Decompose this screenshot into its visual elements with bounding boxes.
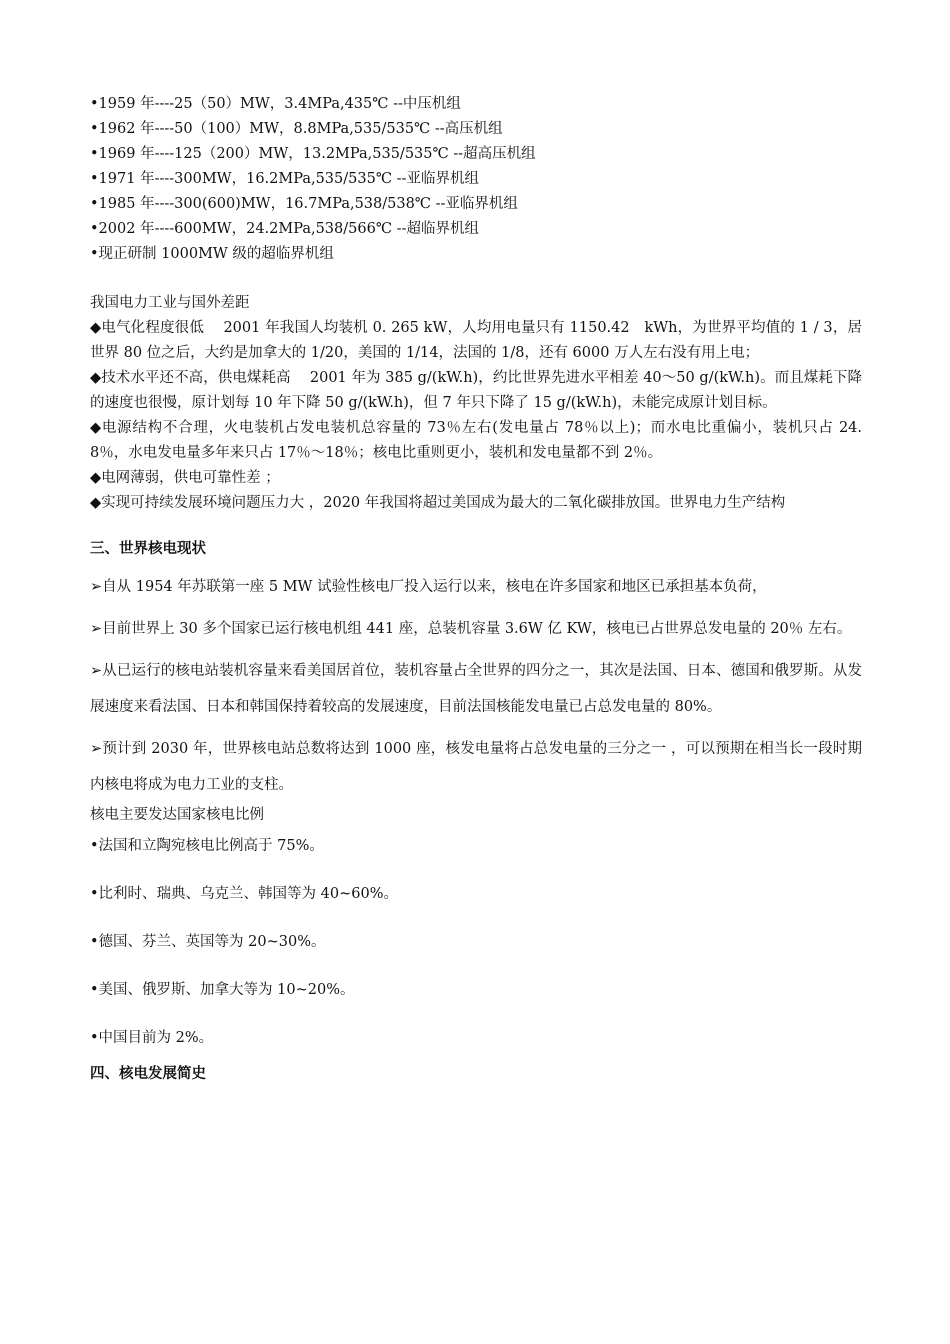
- section-3-heading: 三、世界核电现状: [90, 540, 206, 557]
- nuclear-status-point-3: ➢从已运行的核电站装机容量来看美国居首位，装机容量占全世界的四分之一，其次是法国、日本、德国和俄罗斯。从发展速度来看法国、日本和韩国保持着较高的发展速度，目前法国核能发电量已占总发电量的 80%。: [90, 663, 862, 715]
- ratio-item-belgium: •比利时、瑞典、乌克兰、韩国等为 40~60%。: [90, 886, 398, 902]
- ratio-item-germany: •德国、芬兰、英国等为 20~30%。: [90, 934, 326, 950]
- gap-point-environment: ◆实现可持续发展环境问题压力大 ，2020 年我国将超过美国成为最大的二氧化碳排放国。世界电力生产结构: [90, 495, 786, 511]
- gap-point-technology: ◆技术水平还不高，供电煤耗高 2001 年为 385 g/(kW.h)，约比世界先进水平相差 40～50 g/(kW.h)。而且煤耗下降的速度也很慢，原计划每 10 年下降 50 g/(kW.h)，但 7 年只下降了 15 g/(kW.h)，未能完成原计划目标。: [90, 370, 862, 411]
- history-item-current: •现正研制 1000MW 级的超临界机组: [90, 246, 334, 262]
- history-item-1959: •1959 年----25（50）MW，3.4MPa,435℃ --中压机组: [90, 96, 461, 112]
- nuclear-status-point-1: ➢自从 1954 年苏联第一座 5 MW 试验性核电厂投入运行以来，核电在许多国家和地区已承担基本负荷，: [90, 579, 767, 595]
- nuclear-status-point-4: ➢预计到 2030 年，世界核电站总数将达到 1000 座，核发电量将占总发电量的三分之一 ，可以预期在相当长一段时期内核电将成为电力工业的支柱。: [90, 741, 862, 793]
- history-item-1962: •1962 年----50（100）MW，8.8MPa,535/535℃ --高压机组: [90, 121, 503, 137]
- history-item-1969: •1969 年----125（200）MW，13.2MPa,535/535℃ --超高压机组: [90, 146, 536, 162]
- document-page: [90, 92, 862, 1086]
- history-item-2002: •2002 年----600MW，24.2MPa,538/566℃ --超临界机组: [90, 221, 479, 237]
- history-item-1985: •1985 年----300(600)MW，16.7MPa,538/538℃ --亚临界机组: [90, 196, 518, 212]
- history-item-1971: •1971 年----300MW，16.2MPa,535/535℃ --亚临界机组: [90, 171, 479, 187]
- gap-point-grid: ◆电网薄弱，供电可靠性差 ；: [90, 470, 280, 486]
- nuclear-status-point-2: ➢目前世界上 30 多个国家已运行核电机组 441 座，总装机容量 3.6W 亿 KW，核电已占世界总发电量的 20％ 左右。: [90, 621, 852, 637]
- nuclear-ratio-list: [90, 834, 862, 1051]
- section-4-heading: 四、核电发展简史: [90, 1065, 206, 1082]
- nuclear-ratio-title: 核电主要发达国家核电比例: [90, 807, 264, 823]
- gap-point-power-structure: ◆电源结构不合理，火电装机占发电装机总容量的 73％左右(发电量占 78％以上)；而水电比重偏小，装机只占 24. 8％，水电发电量多年来只占 17％～18％；核电比重则更小，装机和发电量都不到 2％。: [90, 420, 862, 461]
- gap-title: 我国电力工业与国外差距: [90, 295, 250, 311]
- ratio-item-china: •中国目前为 2%。: [90, 1030, 214, 1046]
- unit-history-list: [90, 92, 862, 267]
- ratio-item-france: •法国和立陶宛核电比例高于 75%。: [90, 838, 324, 854]
- gap-point-electrification: ◆电气化程度很低 2001 年我国人均装机 0. 265 kW，人均用电量只有 1150.42 kWh，为世界平均值的 1 / 3，居世界 80 位之后，大约是加拿大的 1/20，美国的 1/14，法国的 1/8，还有 6000 万人左右没有用上电；: [90, 320, 862, 361]
- ratio-item-usa: •美国、俄罗斯、加拿大等为 10~20%。: [90, 982, 355, 998]
